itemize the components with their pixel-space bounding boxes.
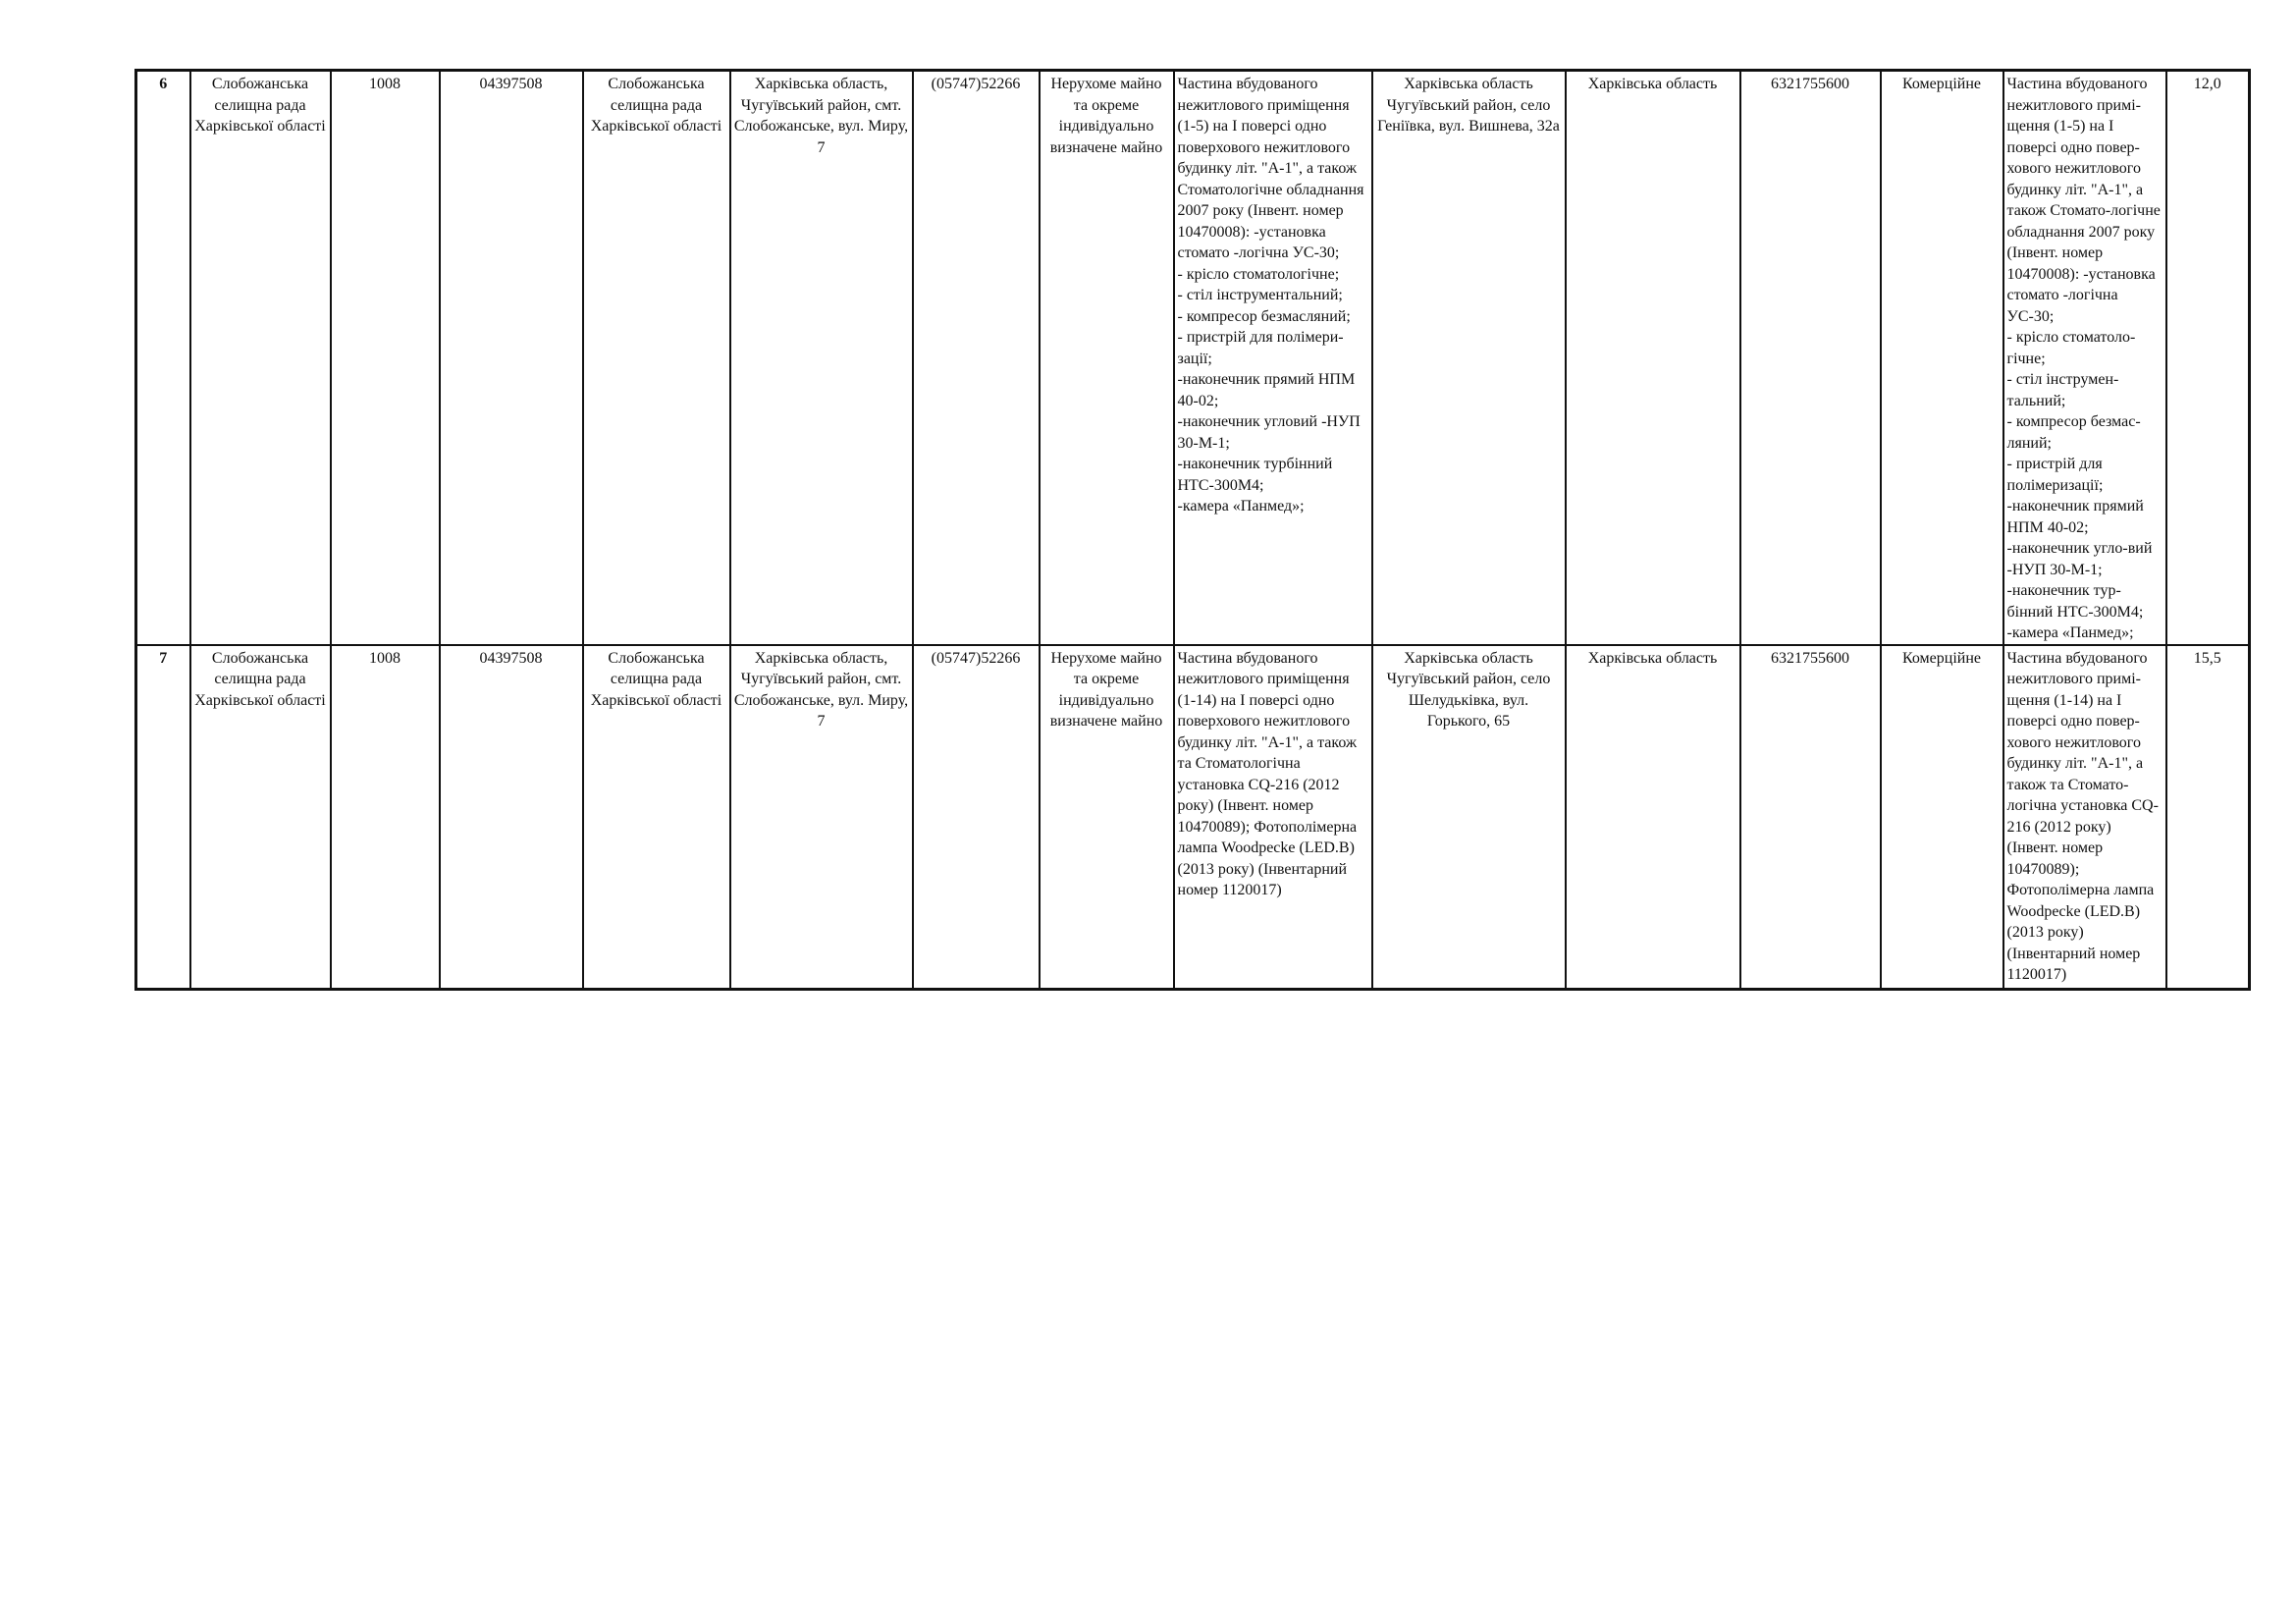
object-location: Харківська область Чугуївський район, село Геніївка, вул. Вишнева, 32а	[1372, 71, 1566, 645]
row-number: 6	[136, 71, 190, 645]
phone-number: (05747)52266	[913, 645, 1040, 990]
object-description-short: Частина вбудованого нежитлового примі-щення (1-5) на І поверсі одно повер-хового нежитлового будинку літ. "А-1", а також Стомато-логічне обладнання 2007 року (Інвент. номер 10470008): -установка стомато -логічна УС-30; - крісло стоматоло-гічне; - стіл інструмен-тальний; - компресор безмас-ляний; - пристрій для полімеризації; -наконечник прямий НПМ 40-02; -наконечник угло-вий -НУП 30-М-1; -наконечник тур-бінний НТС-300М4; -камера «Панмед»;	[2003, 71, 2166, 645]
koatuu-code: 6321755600	[1740, 645, 1881, 990]
property-type: Нерухоме майно та окреме індивідуально визначене майно	[1040, 645, 1174, 990]
property-table	[134, 69, 2251, 991]
area-value: 15,5	[2166, 645, 2250, 990]
owner-code: 1008	[331, 645, 440, 990]
body-address: Харківська область, Чугуївський район, смт. Слобожанське, вул. Миру, 7	[730, 645, 913, 990]
property-type: Нерухоме майно та окреме індивідуально визначене майно	[1040, 71, 1174, 645]
object-description: Частина вбудованого нежитлового приміщення (1-14) на І поверсі одно поверхового нежитлового будинку літ. "А-1", а також та Стоматологічна установка CQ-216 (2012 року) (Інвент. номер 10470089); Фотополімерна лампа Woodpecke (LED.B) (2013 року) (Інвентарний номер 1120017)	[1174, 645, 1372, 990]
object-description-short: Частина вбудованого нежитлового примі-щення (1-14) на І поверсі одно повер-хового нежитлового будинку літ. "А-1", а також та Стомато-логічна установка CQ-216 (2012 року) (Інвент. номер 10470089); Фотополімерна лампа Woodpecke (LED.B) (2013 року) (Інвентарний номер 1120017)	[2003, 645, 2166, 990]
purpose: Комерційне	[1881, 645, 2003, 990]
edrpou-code: 04397508	[440, 71, 583, 645]
object-location: Харківська область Чугуївський район, село Шелудьківка, вул. Горького, 65	[1372, 645, 1566, 990]
body-address: Харківська область, Чугуївський район, смт. Слобожанське, вул. Миру, 7	[730, 71, 913, 645]
owner-name: Слобожанська селищна рада Харківської області	[190, 645, 331, 990]
koatuu-code: 6321755600	[1740, 71, 1881, 645]
edrpou-code: 04397508	[440, 645, 583, 990]
governing-body: Слобожанська селищна рада Харківської області	[583, 645, 730, 990]
object-description: Частина вбудованого нежитлового приміщення (1-5) на І поверсі одно поверхового нежитлового будинку літ. "А-1", а також Стоматологічне обладнання 2007 року (Інвент. номер 10470008): -установка стомато -логічна УС-30; - крісло стоматологічне; - стіл інструментальний; - компресор безмасляний; - пристрій для полімери-зації; -наконечник прямий НПМ 40-02; -наконечник угловий -НУП 30-М-1; -наконечник турбінний НТС-300М4; -камера «Панмед»;	[1174, 71, 1372, 645]
area-value: 12,0	[2166, 71, 2250, 645]
governing-body: Слобожанська селищна рада Харківської області	[583, 71, 730, 645]
purpose: Комерційне	[1881, 71, 2003, 645]
phone-number: (05747)52266	[913, 71, 1040, 645]
table-row	[136, 71, 2250, 645]
object-region: Харківська область	[1566, 645, 1740, 990]
owner-code: 1008	[331, 71, 440, 645]
owner-name: Слобожанська селищна рада Харківської області	[190, 71, 331, 645]
object-region: Харківська область	[1566, 71, 1740, 645]
row-number: 7	[136, 645, 190, 990]
table-row	[136, 645, 2250, 990]
